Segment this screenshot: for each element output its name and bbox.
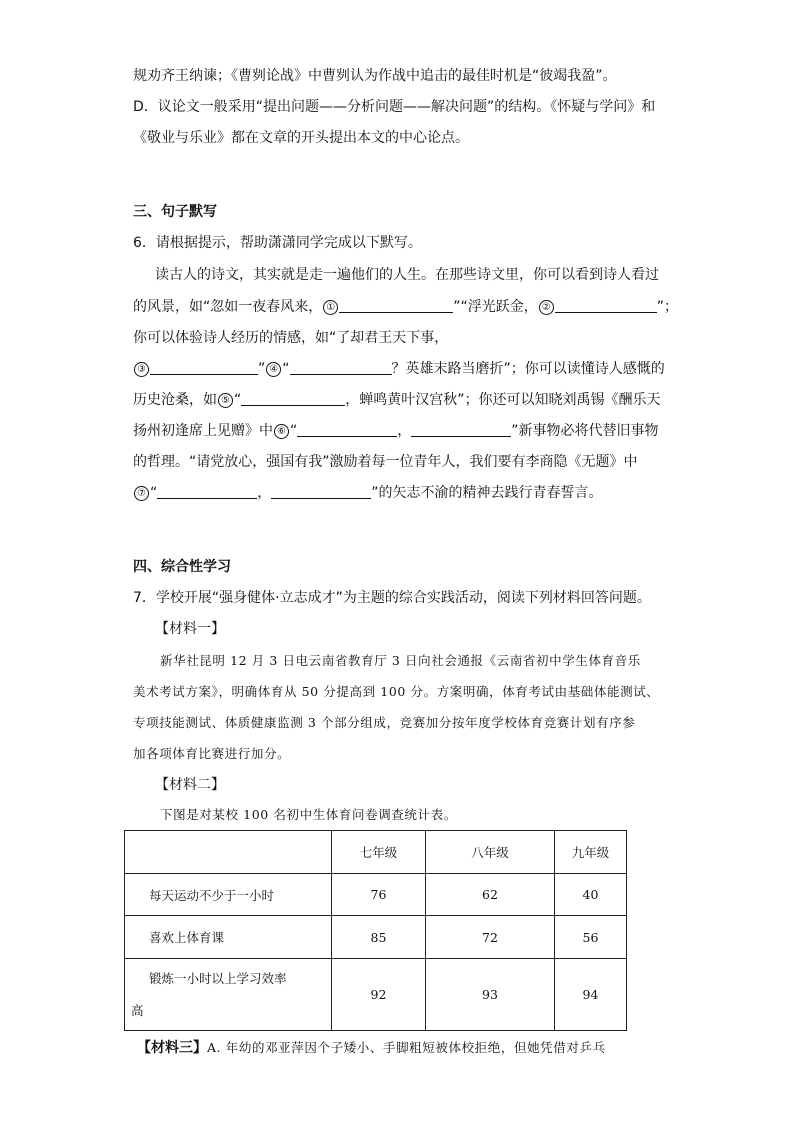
row-label-line: 锻炼一小时以上学习效率	[149, 970, 287, 986]
text: ”新事物必将代替旧事物	[511, 423, 659, 439]
table-row	[125, 959, 627, 1031]
answer-blank-6b[interactable]	[411, 422, 511, 437]
paragraph-line	[133, 359, 665, 379]
answer-blank-5[interactable]	[241, 391, 345, 406]
table-cell: 93	[426, 959, 555, 1031]
answer-blank-3[interactable]	[150, 360, 258, 375]
answer-blank-1[interactable]	[339, 298, 453, 313]
text: ？英雄末路当磨折”；你可以读懂诗人感慨的	[391, 361, 665, 377]
question-6: 6．请根据提示，帮助潇潇同学完成以下默写。	[133, 235, 422, 251]
question-7: 7．学校开展“强身健体·立志成才”为主题的综合实践活动，阅读下列材料回答问题。	[133, 590, 651, 606]
material-line: 新华社昆明 12 月 3 日电云南省教育厅 3 日向社会通报《云南省初中学生体育音乐	[160, 653, 641, 668]
paragraph-line: 读古人的诗文，其实就是走一遍他们的人生。在那些诗文里，你可以看到诗人看过	[155, 267, 659, 283]
table-cell: 56	[555, 916, 627, 959]
text: ，	[257, 485, 272, 501]
text: “	[234, 392, 242, 408]
blank-number: ①	[323, 300, 338, 315]
section-title: 三、句子默写	[133, 204, 217, 220]
blank-number: ③	[134, 362, 149, 377]
text: ”“浮光跃金，	[453, 299, 538, 315]
material-line: 专项技能测试、体质健康监测 3 个部分组成，竞赛加分按年度学校体育竞赛计划有序参	[133, 715, 636, 730]
text: “	[150, 485, 158, 501]
blank-number: ⑥	[274, 424, 289, 439]
answer-blank-7a[interactable]	[157, 484, 257, 499]
table-cell: 40	[555, 874, 627, 916]
text-line: 规劝齐王纳谏；《曹刿论战》中曹刿认为作战中追击的最佳时机是“彼竭我盈”。	[133, 68, 617, 84]
text: ，蝉鸣黄叶汉宫秋”；你还可以知晓刘禹锡《酬乐天	[345, 392, 661, 408]
material-line: 加各项体育比赛进行加分。	[133, 746, 291, 761]
section-title: 四、综合性学习	[133, 559, 231, 575]
table-cell: 76	[332, 874, 426, 916]
material-line: 下图是对某校 100 名初中生体育问卷调查统计表。	[160, 807, 457, 822]
material-title: 【材料一】	[155, 621, 225, 637]
text: “	[282, 361, 290, 377]
answer-blank-4[interactable]	[290, 360, 392, 375]
row-label	[125, 959, 332, 1031]
blank-number: ⑤	[218, 393, 233, 408]
table-header-cell: 九年级	[555, 831, 627, 874]
table-cell: 62	[426, 874, 555, 916]
answer-blank-2[interactable]	[555, 298, 657, 313]
material-line	[137, 1038, 606, 1058]
text: 扬州初逢席上见赠》中	[133, 423, 273, 439]
table-header-row	[125, 831, 627, 874]
table-row	[125, 916, 627, 959]
paragraph-line	[133, 483, 603, 503]
row-label: 每天运动不少于一小时	[125, 874, 332, 916]
table-header-cell: 七年级	[332, 831, 426, 874]
table-header-cell: 八年级	[426, 831, 555, 874]
material-title: 【材料二】	[155, 777, 225, 793]
text: ，	[397, 423, 412, 439]
text: ”的矢志不渝的精神去践行青春誓言。	[371, 485, 603, 501]
answer-blank-7b[interactable]	[271, 484, 371, 499]
row-label-line: 高	[131, 1002, 144, 1018]
blank-number: ⑦	[134, 486, 149, 501]
paragraph-line	[133, 390, 661, 410]
paragraph-line	[133, 297, 678, 317]
blank-number: ④	[266, 362, 281, 377]
text: “	[290, 423, 298, 439]
paragraph-line: 的哲理。“请党放心，强国有我”激励着每一位青年人，我们要有李商隐《无题》中	[133, 454, 638, 470]
text-line: D．议论文一般采用“提出问题——分析问题——解决问题”的结构。《怀疑与学问》和	[133, 99, 656, 115]
row-label: 喜欢上体育课	[125, 916, 332, 959]
material-title: 【材料三】	[137, 1040, 207, 1056]
material-line: 美术考试方案》，明确体育从 50 分提高到 100 分。方案明确，体育考试由基础体能测试、	[133, 684, 660, 699]
blank-number: ②	[539, 300, 554, 315]
paragraph-line	[133, 421, 659, 441]
table-cell: 85	[332, 916, 426, 959]
text: 的风景，如“忽如一夜春风来，	[133, 299, 323, 315]
table-header-cell	[125, 831, 332, 874]
text-line: 《敬业与乐业》都在文章的开头提出本文的中心论点。	[133, 130, 469, 146]
table-cell: 92	[332, 959, 426, 1031]
table-row	[125, 874, 627, 916]
text: A. 年幼的邓亚萍因个子矮小、手脚粗短被体校拒绝，但她凭借对乒乓	[207, 1040, 606, 1055]
survey-table	[124, 830, 627, 1031]
answer-blank-6a[interactable]	[297, 422, 397, 437]
text: 历史沧桑，如	[133, 392, 217, 408]
table-cell: 94	[555, 959, 627, 1031]
text: ”；	[656, 299, 679, 315]
text: ”	[258, 361, 266, 377]
paragraph-line: 你可以体验诗人经历的情感，如“了却君王天下事，	[133, 330, 449, 346]
table-cell: 72	[426, 916, 555, 959]
